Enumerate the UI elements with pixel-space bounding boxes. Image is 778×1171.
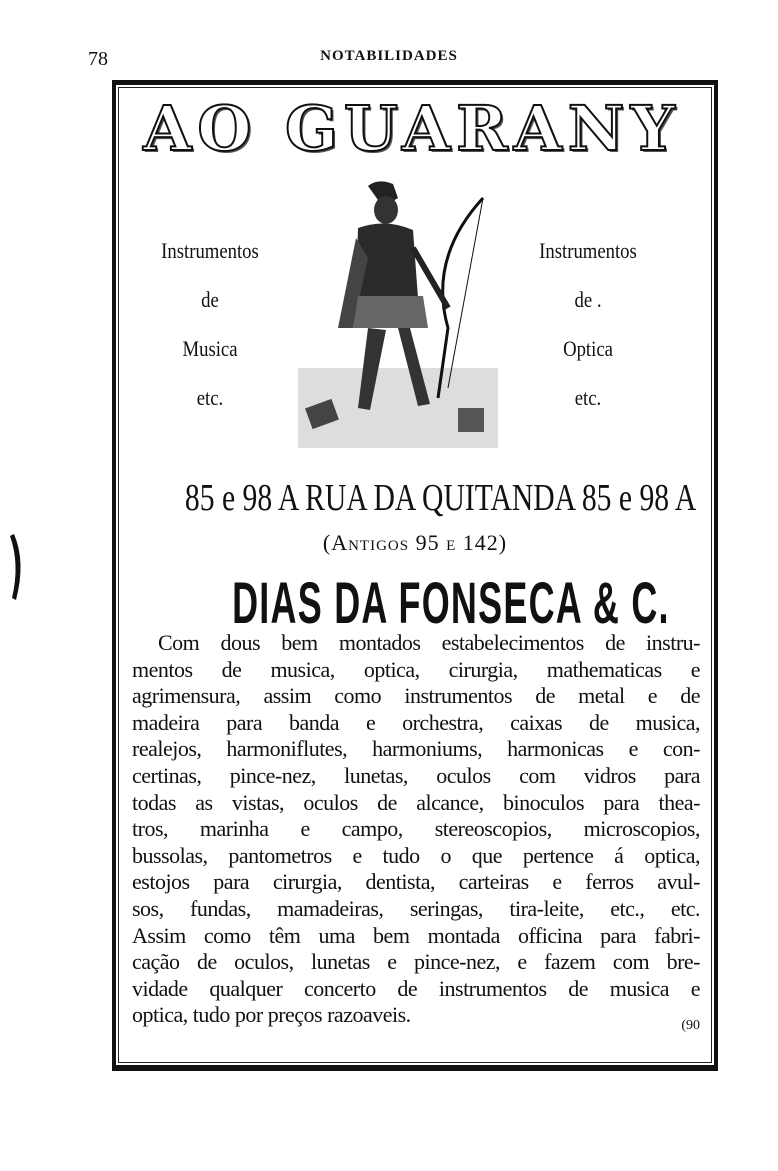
- former-numbers: (Antigos 95 e 142): [322, 530, 508, 555]
- ad-body-text: [132, 630, 700, 1029]
- page-number: 78: [88, 48, 108, 70]
- body-line: bussolas, pantometros e tudo o que pertence á optica,: [132, 842, 700, 868]
- right-line: de .: [574, 287, 602, 312]
- left-line: etc.: [196, 385, 224, 410]
- body-line: estojos para cirurgia, dentista, carteiras e ferros avul-: [132, 869, 700, 895]
- right-column: [520, 226, 656, 422]
- right-line: Instrumentos: [539, 238, 637, 263]
- address: 85 e 98 A RUA DA QUITANDA 85 e 98 A: [184, 477, 697, 519]
- body-line: cação de oculos, lunetas e pince-nez, e fazem com bre-: [132, 949, 700, 975]
- left-line: Musica: [182, 336, 238, 361]
- right-line: etc.: [574, 385, 602, 410]
- ad-title: AO GUARANY: [143, 92, 681, 165]
- body-line: mentos de musica, optica, cirurgia, mathematicas e: [132, 656, 700, 682]
- ad-code: (90: [681, 1018, 700, 1033]
- left-line: Instrumentos: [161, 238, 259, 263]
- body-line: Com dous bem montados estabelecimentos de instru-: [158, 630, 700, 655]
- left-column: [142, 226, 278, 422]
- body-line: agrimensura, assim como instrumentos de metal e de: [132, 683, 700, 709]
- body-line: sos, fundas, mamadeiras, seringas, tira-leite, etc., etc.: [132, 895, 700, 921]
- body-line: realejos, harmoniflutes, harmoniums, harmonicas e con-: [132, 736, 700, 762]
- archer-illustration: [298, 178, 498, 453]
- body-line: certinas, pince-nez, lunetas, oculos com vidros para: [132, 762, 700, 788]
- left-line: de: [201, 287, 219, 312]
- body-line: optica, tudo por preços razoaveis.: [132, 1002, 411, 1028]
- right-line: Optica: [563, 336, 613, 361]
- body-line: tros, marinha e campo, stereoscopios, microscopios,: [132, 816, 700, 842]
- body-line: vidade qualquer concerto de instrumentos de musica e: [132, 975, 700, 1001]
- body-line: madeira para banda e orchestra, caixas de musica,: [132, 709, 700, 735]
- binding-mark: [10, 532, 26, 602]
- firm-name: DIAS DA FONSECA & C.: [232, 571, 670, 636]
- body-line: todas as vistas, oculos de alcance, binoculos para thea-: [132, 789, 700, 815]
- running-head: NOTABILIDADES: [320, 48, 458, 64]
- body-line: Assim como têm uma bem montada officina para fabri-: [132, 922, 700, 948]
